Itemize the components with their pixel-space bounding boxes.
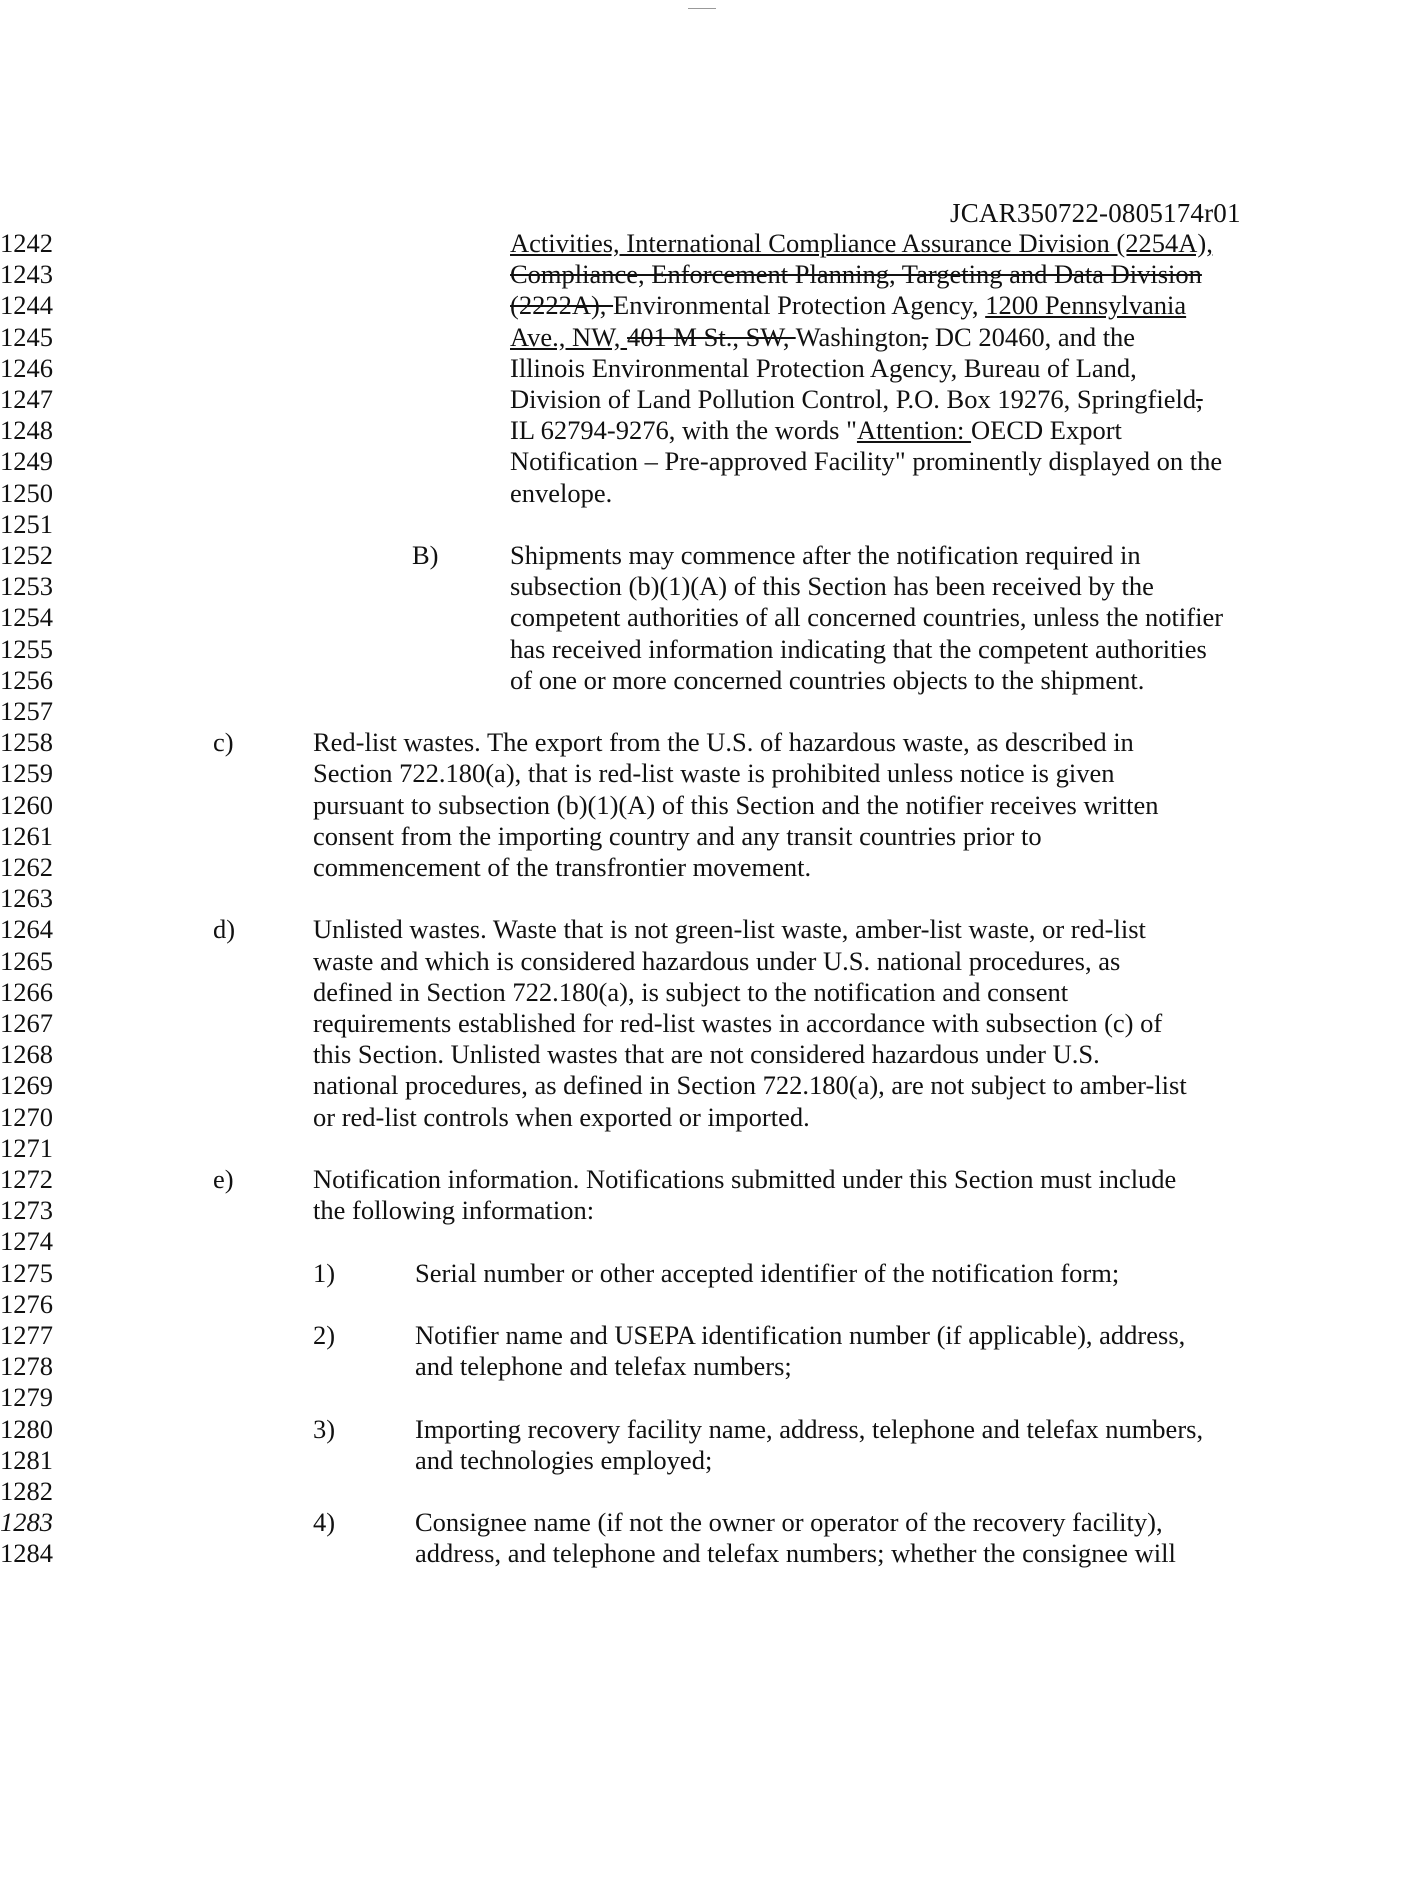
line-text [510,353,1137,384]
line-number: 1260 [0,789,53,820]
line-text [313,1102,810,1133]
line-text [313,977,1068,1008]
line-number: 1282 [0,1476,53,1506]
text-segment: has received information indicating that the competent authorities [510,633,1207,664]
line-text [415,1320,1185,1351]
text-segment: Washington [795,321,922,352]
line-number: 1274 [0,1226,53,1257]
inserted-text: Ave., NW, [510,321,628,352]
line-text [510,322,1135,353]
line-text [313,852,811,883]
text-segment: the following information: [313,1195,595,1226]
line-number: 1256 [0,664,53,695]
text-segment: subsection (b)(1)(A) of this Section has been received by the [510,571,1154,602]
deleted-text: , [1196,384,1203,414]
subsection-label: d) [213,914,236,945]
text-segment: OECD Export [971,415,1122,446]
line-number: 1264 [0,914,53,945]
line-text [313,946,1120,977]
text-segment: Shipments may commence after the notification required in [510,540,1141,570]
line-number: 1250 [0,477,53,508]
line-text [313,758,1114,789]
subsection-label: 3) [313,1413,336,1444]
line-text [313,790,1159,821]
line-number: 1257 [0,696,53,726]
text-segment: competent authorities of all concerned countries, unless the notifier [510,602,1224,633]
text-segment: pursuant to subsection (b)(1)(A) of this Section and the notifier receives written [313,789,1159,820]
line-number: 1273 [0,1195,53,1226]
line-text [313,1195,594,1226]
text-segment: Illinois Environmental Protection Agency, Bureau of Land, [510,352,1137,383]
line-text [510,634,1207,665]
line-number: 1251 [0,508,53,539]
line-number: 1277 [0,1320,53,1350]
line-number: 1262 [0,852,53,882]
subsection-label: B) [412,540,439,570]
inserted-text: 1200 Pennsylvania [985,290,1187,321]
line-number: 1258 [0,727,53,758]
deleted-text: , [921,321,929,352]
text-segment: address, and telephone and telefax numbers; whether the consignee will [415,1538,1176,1569]
text-segment: Notification information. Notifications submitted under this Section must include [313,1164,1177,1194]
line-number: 1270 [0,1101,53,1132]
subsection-label: 4) [313,1507,336,1538]
subsection-label: c) [213,727,234,758]
deleted-text: 401 M St., SW, [627,321,796,352]
line-text [510,259,1202,290]
text-segment: Section 722.180(a), that is red-list waste is prohibited unless notice is given [313,758,1115,789]
text-segment: Notification – Pre-approved Facility" prominently displayed on the [510,446,1223,477]
text-segment: of one or more concerned countries objects to the shipment. [510,664,1145,695]
line-text [415,1258,1119,1289]
inserted-text: Activities, International Compliance Assurance Division (2254A), [510,228,1213,258]
deleted-text: Compliance, Enforcement Planning, Targeting and Data Division [510,259,1202,290]
line-text [313,821,1042,852]
line-text [313,1070,1187,1101]
text-segment: Importing recovery facility name, address, telephone and telefax numbers, [415,1413,1204,1444]
line-number: 1243 [0,259,53,290]
text-segment: envelope. [510,477,613,508]
line-number: 1278 [0,1351,53,1382]
document-id-header: JCAR350722-0805174r01 [950,198,1241,228]
line-number: 1252 [0,540,53,570]
line-number: 1245 [0,321,53,352]
text-segment: Serial number or other accepted identifier of the notification form; [415,1257,1120,1288]
text-segment: defined in Section 722.180(a), is subject to the notification and consent [313,976,1069,1007]
line-number: 1263 [0,883,53,914]
line-number: 1267 [0,1008,53,1038]
line-number: 1254 [0,602,53,633]
line-text [510,384,1203,415]
line-text [313,1164,1176,1195]
deleted-text: (2222A), [510,290,614,321]
inserted-text: Attention: [856,415,972,446]
line-number: 1280 [0,1413,53,1444]
text-segment: IL 62794-9276, with the words " [510,415,857,446]
line-number: 1242 [0,228,53,258]
subsection-label: 1) [313,1257,336,1288]
line-text [313,1039,1100,1070]
line-text [510,602,1223,633]
text-segment: consent from the importing country and any transit countries prior to [313,820,1042,851]
text-segment: waste and which is considered hazardous under U.S. national procedures, as [313,945,1121,976]
line-number: 1248 [0,415,53,446]
line-text [510,290,1186,321]
text-segment: Unlisted wastes. Waste that is not green-list waste, amber-list waste, or red-list [313,914,1146,945]
line-number: 1266 [0,976,53,1007]
line-text [313,1008,1162,1039]
line-number: 1246 [0,352,53,383]
line-number: 1265 [0,945,53,976]
line-number: 1279 [0,1382,53,1413]
text-segment: and telephone and telefax numbers; [415,1351,792,1382]
text-segment: this Section. Unlisted wastes that are not considered hazardous under U.S. [313,1039,1100,1070]
line-text [415,1351,792,1382]
text-segment: Red-list wastes. The export from the U.S. of hazardous waste, as described in [313,727,1134,758]
text-segment: national procedures, as defined in Section 722.180(a), are not subject to amber-list [313,1070,1187,1101]
line-text [510,228,1213,259]
line-text [510,571,1154,602]
line-number: 1249 [0,446,53,477]
text-segment: and technologies employed; [415,1444,713,1475]
text-segment: or red-list controls when exported or imported. [313,1101,810,1132]
text-segment: Environmental Protection Agency, [613,290,986,321]
text-segment: Consignee name (if not the owner or operator of the recovery facility), [415,1507,1163,1538]
text-segment: DC 20460, and the [928,321,1136,352]
line-text [510,415,1122,446]
line-text [415,1507,1163,1538]
top-edge-mark [688,8,716,9]
line-text [510,540,1141,571]
line-text [415,1538,1176,1569]
line-number: 1247 [0,384,53,414]
line-number: 1284 [0,1538,53,1569]
subsection-label: e) [213,1164,234,1194]
line-number: 1253 [0,571,53,602]
line-text [510,446,1222,477]
line-number: 1259 [0,758,53,789]
line-number: 1275 [0,1257,53,1288]
line-number: 1283 [0,1507,53,1538]
text-segment: Notifier name and USEPA identification number (if applicable), address, [415,1320,1186,1350]
line-number: 1271 [0,1132,53,1163]
line-number: 1244 [0,290,53,321]
line-text [313,727,1134,758]
line-number: 1261 [0,820,53,851]
document-line [0,1538,1408,1576]
line-number: 1281 [0,1444,53,1475]
line-number: 1255 [0,633,53,664]
line-text [415,1445,712,1476]
line-text [313,914,1146,945]
text-segment: commencement of the transfrontier movement. [313,852,812,882]
text-segment: requirements established for red-list wastes in accordance with subsection (c) of [313,1008,1163,1038]
text-segment: Division of Land Pollution Control, P.O. Box 19276, Springfield [510,384,1197,414]
line-number: 1268 [0,1039,53,1070]
line-number: 1276 [0,1288,53,1319]
subsection-label: 2) [313,1320,336,1350]
line-text [510,478,612,509]
line-number: 1269 [0,1070,53,1101]
line-number: 1272 [0,1164,53,1194]
line-text [415,1414,1203,1445]
line-text [510,665,1144,696]
